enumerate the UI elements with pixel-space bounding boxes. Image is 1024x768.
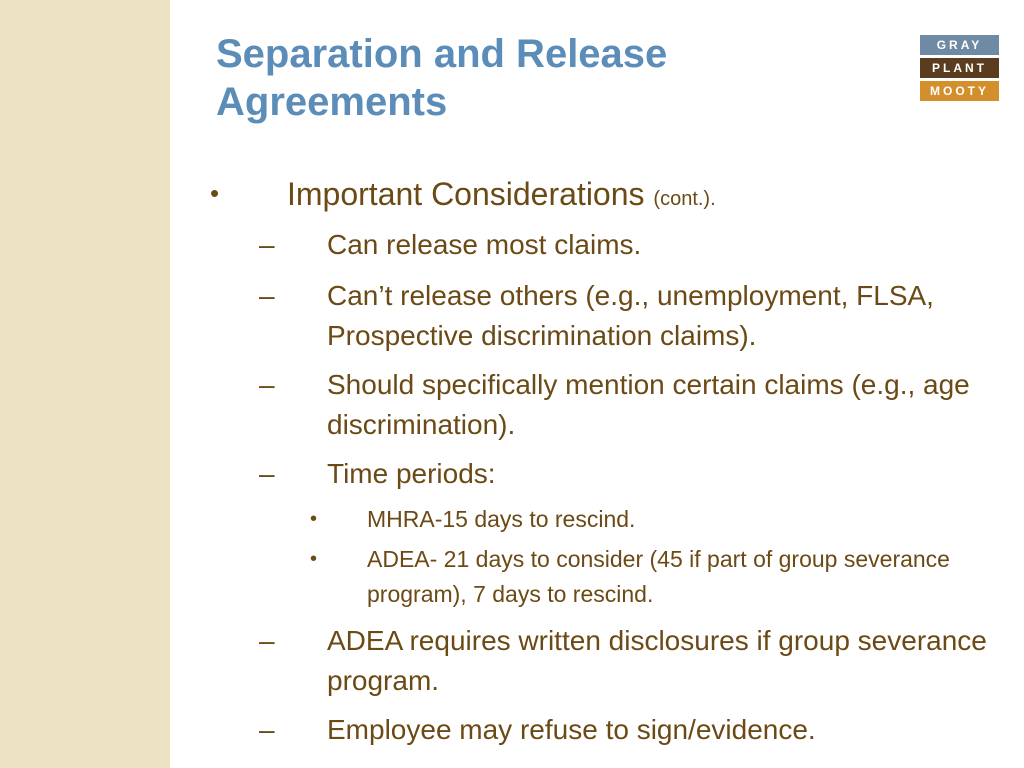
dash-marker: – xyxy=(259,625,275,656)
heading-note: (cont.). xyxy=(653,188,716,210)
dash-marker: – xyxy=(259,458,275,489)
bullet-marker: • xyxy=(310,508,318,530)
bullet-marker: • xyxy=(210,178,220,208)
list-item-text: ADEA requires written disclosures if group severance program. xyxy=(327,625,987,696)
list-item-text: Time periods: xyxy=(327,458,496,489)
dash-marker: – xyxy=(259,369,275,400)
list-item-text: Should specifically mention certain claims (e.g., age discrimination). xyxy=(327,369,970,440)
logo-mooty-box: MOOTY xyxy=(920,81,999,101)
list-item-text: MHRA-15 days to rescind. xyxy=(367,506,636,532)
dash-marker: – xyxy=(259,229,275,260)
slide-title: Separation and Release Agreements xyxy=(216,32,668,124)
heading-text xyxy=(287,174,716,219)
list-item-text: Employee may refuse to sign/evidence. xyxy=(327,714,816,745)
logo-gray-box: GRAY xyxy=(920,35,999,55)
heading-main: Important Considerations xyxy=(287,176,645,212)
bullet-marker: • xyxy=(310,548,318,570)
logo-plant-box: PLANT xyxy=(920,58,999,78)
dash-marker: – xyxy=(259,714,275,745)
list-item-text: ADEA- 21 days to consider (45 if part of group severance program), 7 days to rescind. xyxy=(367,546,950,607)
list-item-text: Can release most claims. xyxy=(327,229,642,260)
list-item-text: Can’t release others (e.g., unemployment, FLSA, Prospective discrimination claims). xyxy=(327,280,934,351)
dash-marker: – xyxy=(259,280,275,311)
